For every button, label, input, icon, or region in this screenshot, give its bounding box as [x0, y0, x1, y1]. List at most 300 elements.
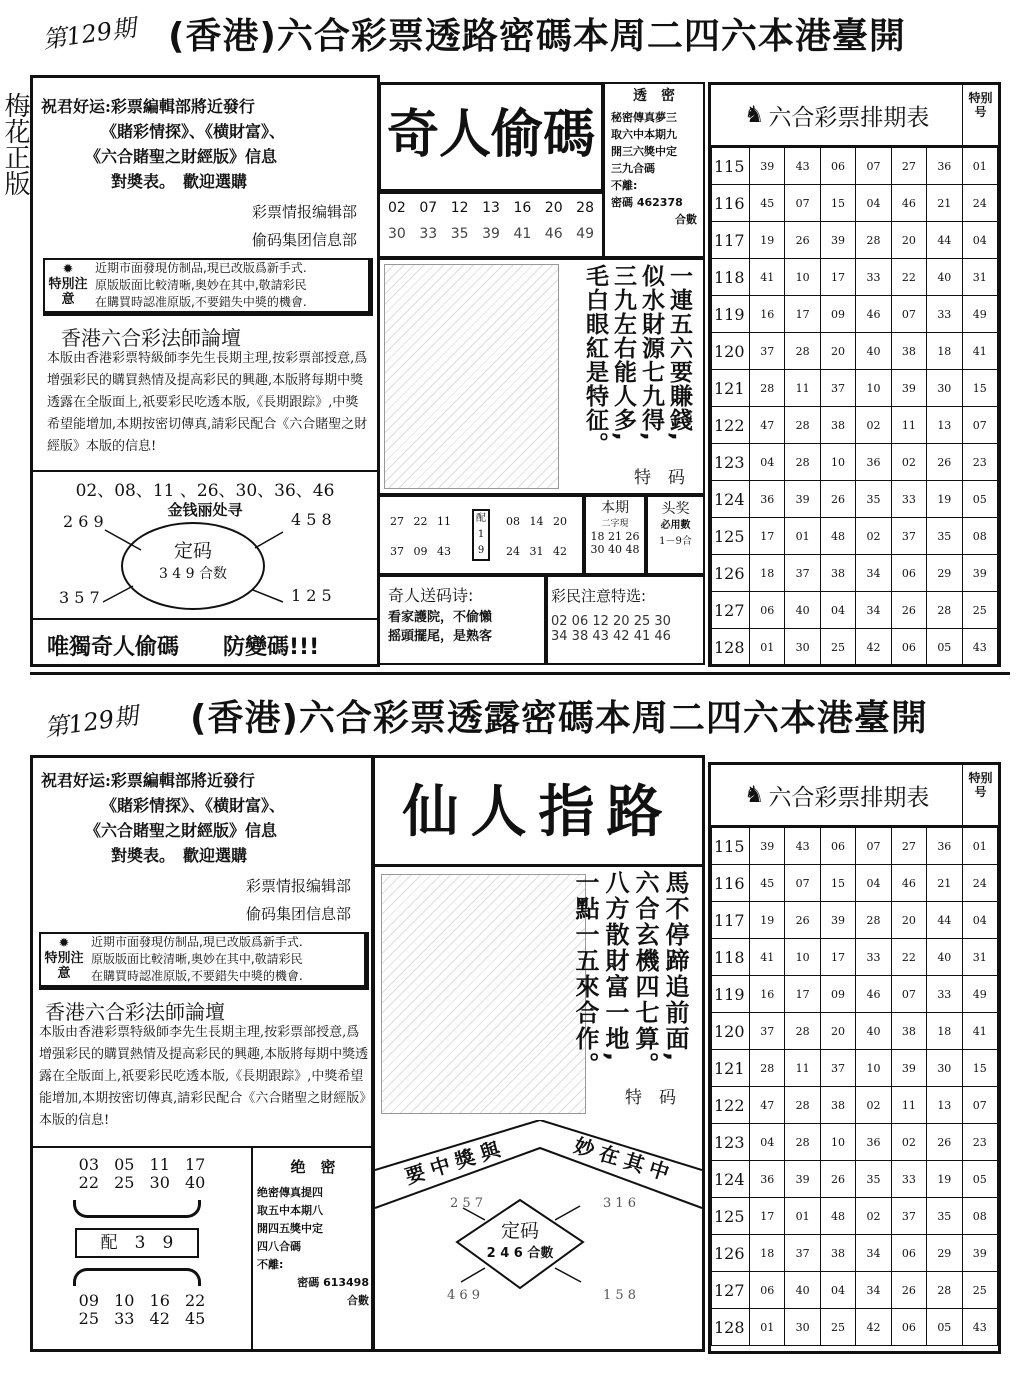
period-cell: 119: [712, 296, 750, 333]
number-cell: 30: [785, 629, 820, 666]
number-cell: 24: [962, 865, 997, 902]
number-cell: 18: [750, 1235, 785, 1272]
number-cell: 40: [856, 333, 891, 370]
number-cell: 02: [856, 1198, 891, 1235]
notice-line: 原版版面比較清晰,奥妙在其中,敬請彩民: [91, 952, 303, 966]
number-cell: 26: [820, 1161, 855, 1198]
number-cell: 39: [891, 1050, 926, 1087]
number-cell: 28: [785, 1087, 820, 1124]
period-cell: 122: [712, 1087, 750, 1124]
number-cell: 22: [891, 259, 926, 296]
number-cell: 02: [856, 407, 891, 444]
number-cell: 23: [962, 1124, 997, 1161]
ding-title: 定码: [173, 540, 212, 562]
table-row: [712, 902, 998, 939]
number: 46: [544, 226, 563, 242]
page-title: (香港)六合彩票透路密碼本周二四六本港臺開: [168, 16, 906, 57]
divider: [30, 672, 1010, 675]
number-cell: 43: [962, 1309, 997, 1346]
pei-box: 配 1 9: [472, 509, 490, 561]
number-cell: 38: [820, 1087, 855, 1124]
poem: 一連五六要賺錢, 似水財源七九得, 三九左右能人多, 毛白眼紅是特征。: [582, 264, 692, 456]
number-cell: 30: [927, 370, 962, 407]
period-cell: 121: [712, 1050, 750, 1087]
secret-line: 取五中本期八: [257, 1204, 323, 1217]
period-cell: 124: [712, 1161, 750, 1198]
numbers-top: 03 05 11 17 22 25 30 40: [78, 1155, 206, 1192]
number-cell: 43: [785, 148, 820, 185]
number-cell: 46: [891, 185, 926, 222]
number-cell: 28: [856, 902, 891, 939]
period-cell: 116: [712, 865, 750, 902]
number-cell: 34: [856, 1235, 891, 1272]
number-cell: 40: [927, 939, 962, 976]
greeting-line: 祝君好运:彩票編輯部將近發行: [41, 771, 255, 790]
number-cell: 04: [962, 222, 997, 259]
number-cell: 33: [927, 976, 962, 1013]
greeting-line: 對奬表。 歡迎選購: [111, 172, 248, 191]
notice-box: ✹ 特別注意 近期市面發現仿制品,現已改版爲新手式. 原版版面比較清晰,奥妙在其中,敬請彩民 在購買時認准原版,不要錯失中獎的機會.: [39, 932, 369, 990]
greeting: [41, 94, 371, 194]
notice-line: 近期市面發現仿制品,現已改版爲新手式.: [91, 935, 303, 949]
number-cell: 10: [820, 1124, 855, 1161]
side-label: 梅花正版: [0, 92, 30, 196]
number-cell: 18: [750, 555, 785, 592]
table-row: [712, 1161, 998, 1198]
poem-tag: 特 码: [625, 1088, 676, 1108]
number-cell: 04: [962, 902, 997, 939]
number-cell: 28: [785, 1013, 820, 1050]
number-cell: 33: [856, 939, 891, 976]
number-cell: 17: [785, 296, 820, 333]
table-row: [712, 828, 998, 865]
greeting-line: 祝君好运:彩票編輯部將近發行: [41, 97, 255, 116]
number-cell: 28: [750, 370, 785, 407]
corner-number: 4 5 8: [291, 510, 332, 529]
gear-icon: ✹: [62, 262, 74, 277]
number-cell: 01: [962, 828, 997, 865]
number-cell: 28: [785, 1124, 820, 1161]
number-cell: 38: [820, 407, 855, 444]
table-row: [712, 444, 998, 481]
number-cell: 25: [820, 1309, 855, 1346]
number-cell: 26: [785, 222, 820, 259]
table-row: [712, 1235, 998, 1272]
schedule-table-bottom: [708, 762, 1001, 1354]
secret-line: 開四五獎中定: [257, 1222, 323, 1235]
number-cell: 36: [856, 1124, 891, 1161]
illustration-swordsman: [381, 874, 586, 1114]
number-cell: 29: [927, 555, 962, 592]
number: 28: [576, 200, 594, 216]
table-row: [712, 333, 998, 370]
secret-tail: 合數: [675, 213, 697, 226]
number-cell: 02: [891, 1124, 926, 1161]
poem2-line: 看家護院，不偷懶: [388, 610, 493, 625]
table-row: [712, 148, 998, 185]
brace: [73, 1268, 201, 1286]
forum-text: 本版由香港彩票特級師李先生長期主理,按彩票部授意,爲增强彩民的購買熱情及提高彩民的興趣,本版將每期中獎透露在全版面上,祇要彩民吃透本版,《長期跟踪》,中獎希望能增加,本期按密切傳真,請彩民配合《六合賭聖之財經版》本版的信息!: [39, 1025, 369, 1128]
secret-line: 绝密傳真提四: [257, 1186, 323, 1199]
period-cell: 126: [712, 1235, 750, 1272]
notice-label: ✹ 特別注意: [48, 262, 88, 307]
main-title: 仙人指路: [402, 779, 675, 845]
number-cell: 36: [927, 828, 962, 865]
number-cell: 25: [820, 629, 855, 666]
number-cell: 19: [927, 481, 962, 518]
number: 30: [388, 226, 406, 242]
issue-number: 第129期: [40, 13, 138, 55]
number-cell: 34: [856, 1272, 891, 1309]
period-cell: 123: [712, 444, 750, 481]
table-row: [712, 370, 998, 407]
number-cell: 49: [962, 296, 997, 333]
poem: 馬不停蹄追前面, 六合玄機四七算。 八方散財富一地, 一點一五來合作。: [571, 870, 689, 1078]
secret-box: [603, 82, 705, 258]
notice-line: 原版版面比較清晰,奥妙在其中,敬請彩民: [95, 278, 307, 292]
forum-title: 香港六合彩法師論壇: [61, 326, 241, 350]
table-row: [712, 222, 998, 259]
banner-left: 要中獎與: [402, 1135, 509, 1189]
number-cell: 05: [962, 1161, 997, 1198]
number-cell: 02: [856, 518, 891, 555]
poem-tag: 特 码: [634, 468, 685, 488]
slogan: 唯獨奇人偷碼 防變碼!!!: [47, 635, 320, 660]
period-cell: 124: [712, 481, 750, 518]
number-cell: 04: [750, 1124, 785, 1161]
number-cell: 36: [927, 148, 962, 185]
secret-line: 取六中本期九: [611, 128, 677, 141]
number-cell: 49: [962, 976, 997, 1013]
secret-code: 密碼 613498: [297, 1276, 369, 1289]
number-cell: 20: [820, 1013, 855, 1050]
number-cell: 20: [820, 333, 855, 370]
picks-title: 彩民注意特选:: [551, 587, 647, 605]
table-row: [712, 629, 998, 666]
number-cell: 08: [962, 518, 997, 555]
number-cell: 46: [856, 296, 891, 333]
period-cell: 118: [712, 259, 750, 296]
table-row: [712, 259, 998, 296]
number-cell: 41: [750, 939, 785, 976]
main-title-box: [378, 82, 604, 192]
number-cell: 44: [927, 902, 962, 939]
number-cell: 07: [856, 148, 891, 185]
ding-title: 定码: [500, 1220, 539, 1242]
number-cell: 19: [927, 1161, 962, 1198]
number-cell: 04: [856, 185, 891, 222]
number-cell: 04: [820, 592, 855, 629]
number-cell: 15: [962, 1050, 997, 1087]
number-cell: 06: [750, 592, 785, 629]
greeting-line: 《六合賭聖之財經版》信息: [85, 821, 278, 840]
forum-text: 本版由香港彩票特級師李先生長期主理,按彩票部授意,爲增强彩民的購買熱情及提高彩民的興趣,本版將每期中獎透露在全版面上,祇要彩民吃透本版,《長期跟踪》,中獎希望能增加,本期按密切傳真,請彩民配合《六合賭聖之財經版》本版的信息!: [47, 351, 368, 454]
special-header: 特别号: [962, 765, 998, 825]
number-cell: 37: [891, 518, 926, 555]
number-cell: 38: [820, 1235, 855, 1272]
period-cell: 115: [712, 828, 750, 865]
number-cell: 27: [891, 148, 926, 185]
number-cell: 39: [820, 222, 855, 259]
table-row: [712, 1309, 998, 1346]
number-cell: 35: [856, 1161, 891, 1198]
number-cell: 35: [856, 481, 891, 518]
number-cell: 21: [927, 865, 962, 902]
number-cell: 38: [891, 1013, 926, 1050]
number-cell: 40: [927, 259, 962, 296]
number-grid: 27 22 11 37 09 43 配 1 9 08 14 20 24 31 42: [378, 495, 584, 575]
number-cell: 28: [927, 592, 962, 629]
period-cell: 128: [712, 1309, 750, 1346]
pei-box: 配 3 9: [75, 1228, 199, 1258]
number-cell: 07: [962, 1087, 997, 1124]
number-cell: 08: [962, 1198, 997, 1235]
number: 39: [482, 226, 500, 242]
table-row: [712, 1013, 998, 1050]
number-cell: 43: [962, 629, 997, 666]
table-row: [712, 185, 998, 222]
schedule-table-top: [708, 82, 1001, 667]
number-cell: 10: [785, 259, 820, 296]
number-cell: 07: [891, 296, 926, 333]
special-header: 特别号: [962, 85, 998, 145]
number-cell: 15: [820, 185, 855, 222]
number-cell: 33: [891, 481, 926, 518]
golden-numbers: 02、08、11 、26、30、36、46: [75, 481, 335, 501]
number-cell: 35: [927, 518, 962, 555]
number-cell: 30: [927, 1050, 962, 1087]
period-cell: 118: [712, 939, 750, 976]
schedule-title: 六合彩票排期表: [768, 784, 930, 811]
department: 彩票情报编辑部: [251, 203, 357, 221]
number-cell: 25: [962, 592, 997, 629]
number-cell: 30: [785, 1309, 820, 1346]
secret-line: 三九合碼: [611, 162, 655, 175]
greeting-line: 對奬表。 歡迎選購: [111, 846, 248, 865]
number-cell: 06: [820, 828, 855, 865]
corner-number: 2 5 7: [450, 1196, 484, 1211]
number-cell: 23: [962, 444, 997, 481]
secret-code: 密碼 462378: [611, 196, 683, 209]
notice-line: 在購買時認准原版,不要錯失中獎的機會.: [95, 295, 307, 309]
secret-line: 開三六獎中定: [611, 145, 677, 158]
divider: [33, 1146, 371, 1148]
corner-number: 4 6 9: [447, 1288, 481, 1303]
number-cell: 46: [856, 976, 891, 1013]
number-cell: 16: [750, 976, 785, 1013]
secret-line: 秘密傳真夢三: [611, 111, 677, 124]
number-cell: 17: [820, 939, 855, 976]
number-cell: 41: [962, 333, 997, 370]
secret-title: 绝 密: [290, 1158, 336, 1176]
ding-sub: 3 4 9 合数: [158, 566, 228, 582]
number-cell: 39: [750, 828, 785, 865]
number-cell: 28: [785, 407, 820, 444]
department: 偷码集团信息部: [245, 905, 351, 923]
number-cell: 06: [891, 1309, 926, 1346]
secret-line: 不離:: [611, 179, 638, 192]
number-cell: 26: [891, 592, 926, 629]
number-cell: 02: [856, 1087, 891, 1124]
number-cell: 45: [750, 865, 785, 902]
number-cell: 37: [750, 333, 785, 370]
number-cell: 26: [927, 444, 962, 481]
table-row: [712, 976, 998, 1013]
gear-icon: ✹: [58, 936, 70, 951]
table-row: [712, 1087, 998, 1124]
notice-line: 在購買時認准原版,不要錯失中獎的機會.: [91, 969, 303, 983]
period-cell: 126: [712, 555, 750, 592]
number-cell: 36: [750, 1161, 785, 1198]
number: 41: [513, 226, 532, 242]
number-cell: 01: [785, 518, 820, 555]
first-prize-box: [646, 495, 705, 575]
number-cell: 07: [785, 185, 820, 222]
table-row: [712, 1050, 998, 1087]
greeting-line: 《六合賭聖之財經版》信息: [85, 147, 278, 166]
number-cell: 17: [820, 259, 855, 296]
number-cell: 39: [785, 1161, 820, 1198]
number-cell: 34: [856, 555, 891, 592]
number: 13: [482, 200, 500, 216]
number-cell: 38: [820, 555, 855, 592]
poem-panel: [378, 258, 705, 495]
number: 02: [388, 200, 406, 216]
number-cell: 48: [820, 1198, 855, 1235]
divider: [375, 864, 702, 867]
number-cell: 07: [962, 407, 997, 444]
number-cell: 11: [785, 370, 820, 407]
number-cell: 07: [891, 976, 926, 1013]
number-cell: 11: [891, 1087, 926, 1124]
number-cell: 01: [750, 629, 785, 666]
picks-line: 02 06 12 20 25 30: [551, 614, 671, 629]
table-row: [712, 407, 998, 444]
picks-line: 34 38 43 42 41 46: [551, 629, 671, 644]
period-cell: 120: [712, 333, 750, 370]
banner-right: 妙在其中: [571, 1133, 678, 1187]
number: 35: [450, 226, 469, 242]
period-cell: 115: [712, 148, 750, 185]
number-cell: 16: [750, 296, 785, 333]
number-cell: 20: [891, 222, 926, 259]
poem2-title: 奇人送码诗:: [388, 586, 474, 605]
number-cell: 28: [856, 222, 891, 259]
value: 18 21 26: [590, 530, 640, 543]
table-row: [712, 555, 998, 592]
number-cell: 05: [962, 481, 997, 518]
forum-title: 香港六合彩法師論壇: [45, 1000, 225, 1024]
number-cell: 15: [962, 370, 997, 407]
number-cell: 09: [820, 296, 855, 333]
number-cell: 09: [820, 976, 855, 1013]
number-cell: 10: [820, 444, 855, 481]
number-cell: 06: [820, 148, 855, 185]
mascot-icon: ♞: [743, 782, 765, 808]
corner-number: 1 2 5: [291, 586, 332, 605]
number-cell: 39: [785, 481, 820, 518]
secret-box: [257, 1158, 369, 1310]
poem2-line: 摇頭擺尾，是熟客: [388, 629, 493, 644]
number-cell: 24: [962, 185, 997, 222]
ding-ellipse: [121, 522, 265, 610]
number-cell: 05: [927, 629, 962, 666]
number-cell: 37: [820, 1050, 855, 1087]
period-cell: 122: [712, 407, 750, 444]
number-cell: 06: [750, 1272, 785, 1309]
number-cell: 39: [820, 902, 855, 939]
number: 33: [419, 226, 438, 242]
corner-number: 1 5 8: [603, 1288, 637, 1303]
number-cell: 34: [856, 592, 891, 629]
number-cell: 37: [750, 1013, 785, 1050]
number-cell: 48: [820, 518, 855, 555]
number-cell: 38: [891, 333, 926, 370]
number-cell: 05: [927, 1309, 962, 1346]
number-cell: 04: [856, 865, 891, 902]
number-cell: 33: [891, 1161, 926, 1198]
number-cell: 47: [750, 407, 785, 444]
number-cell: 07: [856, 828, 891, 865]
period-cell: 117: [712, 222, 750, 259]
number-cell: 06: [891, 629, 926, 666]
label: 二字現: [601, 519, 629, 529]
number-cell: 45: [750, 185, 785, 222]
period-cell: 128: [712, 629, 750, 666]
period-cell: 127: [712, 1272, 750, 1309]
schedule-title: 六合彩票排期表: [768, 104, 930, 131]
number-cell: 25: [962, 1272, 997, 1309]
corner-number: 2 6 9: [63, 512, 104, 531]
number-cell: 31: [962, 259, 997, 296]
number-cell: 37: [785, 1235, 820, 1272]
department: 偷码集团信息部: [251, 231, 357, 249]
number-cell: 44: [927, 222, 962, 259]
period-cell: 127: [712, 592, 750, 629]
number-cell: 28: [785, 444, 820, 481]
number-list: [378, 192, 604, 258]
ding-diamond: [470, 1220, 570, 1261]
picks-box: [546, 575, 705, 665]
ding-sub: 2 4 6 合數: [486, 1246, 554, 1261]
period-cell: 125: [712, 1198, 750, 1235]
number-cell: 40: [856, 1013, 891, 1050]
number-cell: 19: [750, 902, 785, 939]
number-cell: 37: [820, 370, 855, 407]
table-row: [712, 865, 998, 902]
number-cell: 10: [856, 1050, 891, 1087]
number-cell: 33: [856, 259, 891, 296]
number-cell: 01: [962, 148, 997, 185]
table-row: [712, 1124, 998, 1161]
number: 20: [544, 200, 563, 216]
period-cell: 121: [712, 370, 750, 407]
number-cell: 46: [891, 865, 926, 902]
number-cell: 28: [927, 1272, 962, 1309]
number-cell: 36: [856, 444, 891, 481]
number-cell: 13: [927, 1087, 962, 1124]
number-cell: 06: [891, 555, 926, 592]
table-row: [712, 1272, 998, 1309]
number-cell: 04: [750, 444, 785, 481]
number-cell: 19: [750, 222, 785, 259]
number-cell: 39: [962, 1235, 997, 1272]
number-cell: 47: [750, 1087, 785, 1124]
number-cell: 37: [785, 555, 820, 592]
number-cell: 04: [820, 1272, 855, 1309]
departments: [252, 198, 357, 254]
main-title: 奇人偷碼: [386, 104, 595, 165]
